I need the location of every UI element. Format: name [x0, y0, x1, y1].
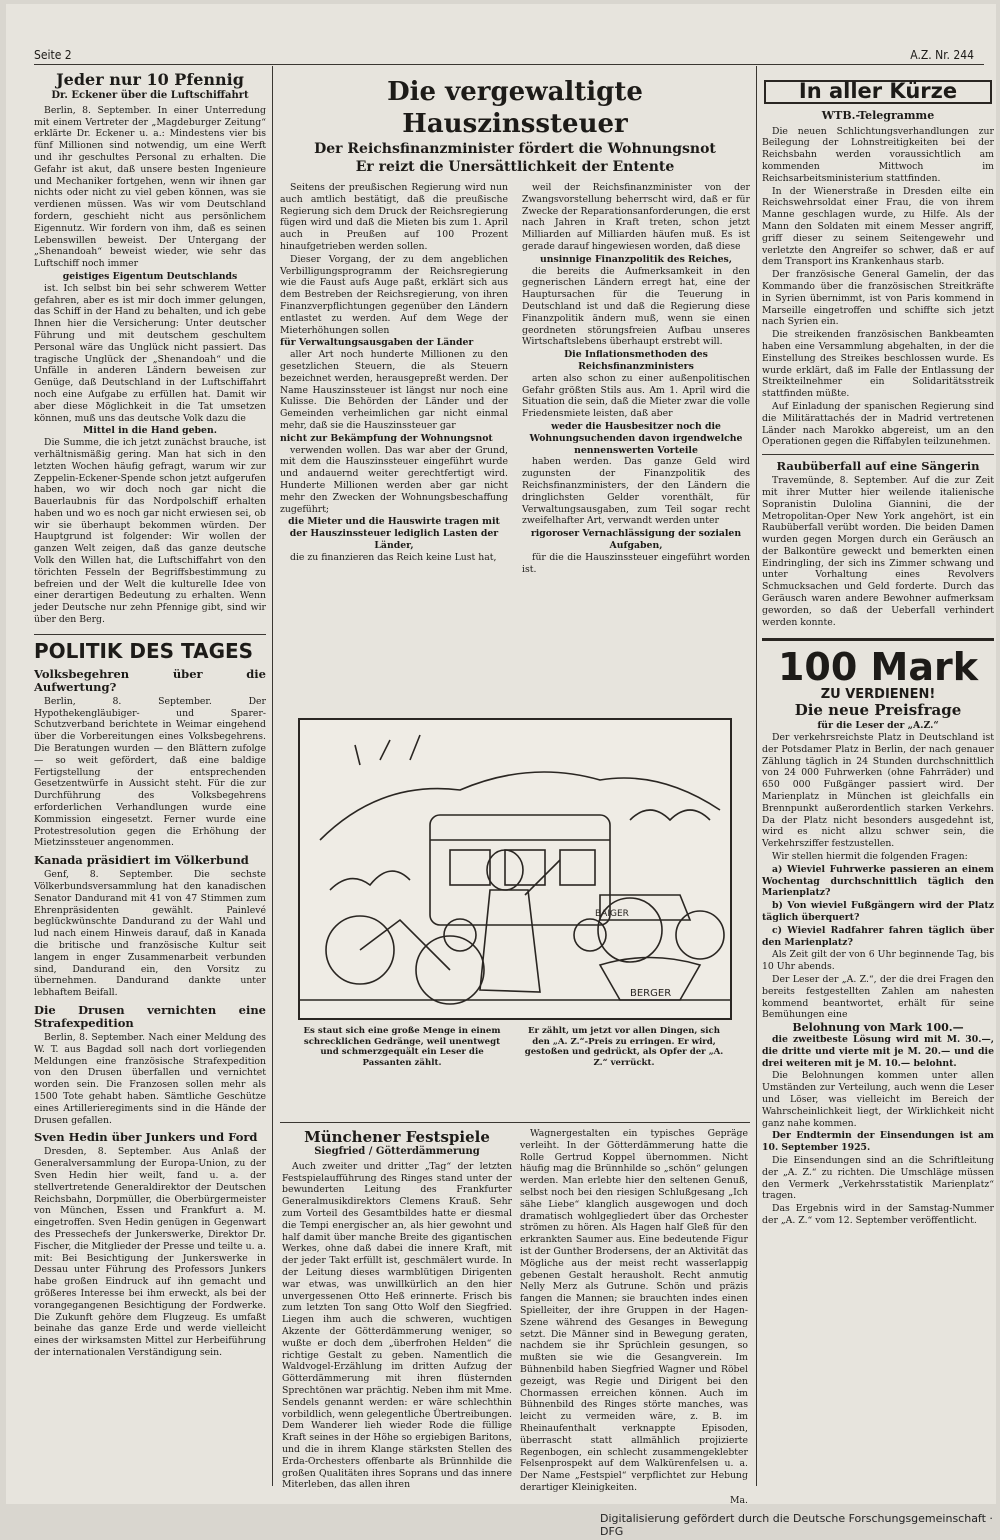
article-text: Berlin, 8. September. Der Hypothekengläubiger- und Sparer-Schutzverband berichtete in Weimar eingehend über die Vorbereitungen eines Volksbegehrens. Die Beratungen wurden — den Blättern zufolge — so weit gefördert, daß eine baldige Fertigstellung der entsprechenden Gesetzentwürfe in Aussicht steht. Für die zur Durchführung des Volksbegehrens erforderlichen Verhandlungen wurde eine Kommission eingesetzt. Ferner wurde eine Protestresolution gegen die Erhöhung der Mietzinssteuer angenommen. [34, 695, 266, 849]
festival-subtitle: Siegfried / Götterdämmerung [314, 1146, 480, 1157]
cartoon-car-sign: BAIGER [595, 909, 629, 919]
telegram-heading: WTB.-Telegramme [821, 108, 935, 122]
brief-text: Auf Einladung der spanischen Regierung sind die Militärattachés der in Madrid vertretenen Länder nach Marokko abgereist, um an den Operationen gegen die Riffabylen teilzunehmen. [762, 400, 994, 448]
page-number: Seite 2 [34, 48, 72, 62]
brief-text: Der französische General Gamelin, der das Kommando über die französischen Streitkräfte in Syrien übernimmt, ist von Paris kommend in Marseille eingetroffen und schiffte sich jetzt nach Syrien ein. [762, 269, 994, 328]
article-emphasis: geistiges Eigentum Deutschlands [62, 270, 238, 282]
column-rule [272, 66, 273, 1486]
article-title: Sven Hedin über Junkers und Ford [34, 1130, 258, 1145]
article-title: Jeder nur 10 Pfennig [56, 70, 244, 89]
main-headline: Die vergewaltigte Hauszinssteuer [387, 77, 643, 139]
article-emphasis: für Verwaltungsausgaben der Länder [280, 337, 474, 349]
contest-text: Der verkehrsreichste Platz in Deutschland ist der Potsdamer Platz in Berlin, der nach genauer Zählung täglich in 24 Stunden durchschnittlich von 24 000 Fuhrwerken (ohne Fahrräder) und 650 000 Fußgänger passiert wird. Der Marienplatz in München ist gleichfalls ein Brennpunkt außerordentlich starken Verkehrs. Da der Platz nicht besonders ausgedehnt ist, wird es nicht allzu schwer sein, die Verkehrsziffer festzustellen. [762, 732, 994, 850]
article-text: Genf, 8. September. Die sechste Völkerbundsversammlung hat den kanadischen Senator Dandurand mit 41 von 47 Stimmen zum Ehrenpräsidenten gewählt. Painlevé beglückwünschte Dandurand zu der Wahl und lud nach einem Hinweis darauf, daß in Kanada die britische und französische Kultur seit langem in enger Zusammenarbeit verbunden sind, Dandurand ein, den Vorsitz zu übernehmen. Dandurand dankte unter lebhaftem Beifall. [34, 869, 266, 999]
column-rule [756, 66, 757, 1486]
right-column [762, 66, 994, 1486]
contest-text: die zweitbeste Lösung wird mit M. 30.—, die dritte und vierte mit je M. 20.— und die drei weiteren mit je M. 10.— belohnt. [762, 1033, 994, 1069]
main-subheadline-2: Er reizt die Unersättlichkeit der Entente [355, 159, 675, 175]
article-text: Berlin, 8. September. In einer Unterredung mit einem Vertreter der „Magdeburger Zeitung“ erklärte Dr. Eckener u. a.: Mindestens vier bis fünf Millionen sind notwendig, um eine Werft und ihr geschultes Personal zu erhalten. Die Gefahr ist akut, daß unsere besten Ingenieure und Mechaniker fortgehen, wenn wir ihnen gar nichts oder nicht zu viel geben können, was sie verdienen müssen. Was wir vom Deutschland fordern, geschieht nicht aus persönlichem Eigennutz. Wir fordern von ihm, daß es seinen Lebenswillen beweist. Der Untergang der „Shenandoah“ beweist wieder, wie sehr das Luftschiff noch immer [34, 104, 266, 270]
article-text: Seitens der preußischen Regierung wird nun auch amtlich bestätigt, daß die preußische Regierung sich dem Druck der Reichsregierung fügen wird und daß die Mieten bis zum 1. April auch in Preußen auf 100 Prozent hinaufgetrieben werden sollen. [280, 182, 508, 252]
contest-prize: Belohnung von Mark 100.— [792, 1021, 964, 1035]
cartoon-drawing [300, 720, 730, 1018]
article-emphasis: Die Inflationsmethoden des Reichsfinanzministers [564, 349, 708, 372]
article-emphasis: nicht zur Bekämpfung der Wohnungsnot [280, 432, 493, 444]
article-text: Auch zweiter und dritter „Tag“ der letzten Festspielaufführung des Ringes stand unter der bewunderten Leitung des Frankfurter Generalmusikdirektors Clemens Krauß. Sehr zum Vorteil des Gesamtbildes hatte er diesmal die Tempi energischer an, als hier gewohnt und half damit über manche Breite des gigantischen Werkes, ohne daß dabei die innere Kraft, mit der jeder Takt erfüllt ist, geschmälert wurde. In der Leitung dieses warmblütigen Dirigenten war etwas, was unwillkürlich an den hier unvergessenen Otto Heß erinnerte. Frisch bis zum letzten Ton sang Otto Wolf den Siegfried. Liegen ihm auch die schweren, wuchtigen Akzente der Götterdämmerung weniger, so wußte er doch dem „überfrohen Helden“ die richtige Gestalt zu geben. Namentlich die Waldvogel-Erzählung im dritten Aufzug der Götterdämmerung mit ihren flüsternden Sprechtönen war prächtig. Neben ihm mit Mme. Sendels genannt werden: er wäre schlechthin vorbildlich, wenn gelegentliche Übertreibungen. Dem Wanderer lieh wieder Rode die füllige Kraft seines in der Höhe so ergiebigen Baritons, und die in ihrem Klange stärksten Stellen des Erda-Orchesters offenbarte als Brünnhilde die großen Qualitäten ihres Soprans und das innere Miterleben, das allen ihren [282, 1160, 512, 1491]
contest-text: Das Ergebnis wird in der Samstag-Nummer der „A. Z.“ vom 12. September veröffentlicht. [762, 1203, 994, 1226]
article-title: Kanada präsidiert im Völkerbund [34, 853, 249, 868]
festival-title: Münchener Festspiele [304, 1128, 490, 1146]
contest-question: a) Wieviel Fuhrwerke passieren an einem Wochentag durchschnittlich täglich den Marienplatz? [762, 863, 994, 899]
contest-text: Wir stellen hiermit die folgenden Fragen: [772, 851, 968, 863]
article-emphasis: rigoroser Vernachlässigung der sozialen Aufgaben, [530, 528, 742, 551]
brief-text: Die neuen Schlichtungsverhandlungen zur Beilegung der Lohnstreitigkeiten bei der Reichsbahn werden voraussichtlich am kommenden Mittwoch im Reichsarbeitsministerium stattfinden. [762, 125, 994, 184]
article-text: arten also schon zu einer außenpolitischen Gefahr größten Stils aus. Am 1. April wird die Situation die sein, daß die Mieter zwar die volle Friedensmiete leisten, daß aber [522, 372, 750, 420]
article-text: Berlin, 8. September. Nach einer Meldung des W. T. aus Bagdad soll nach dort vorliegenden Meldungen eine französische Strafexpedition von den Drusen überfallen und vernichtet worden sein. Die Franzosen sollen mehr als 1500 Tote gehabt haben. Sämtliche Geschütze eines Artillerieregiments sind in die Hände der Drusen gefallen. [34, 1031, 266, 1126]
contest-subtitle: für die Leser der „A.Z.“ [817, 720, 939, 732]
article-text: die bereits die Aufmerksamkeit in den gegnerischen Ländern erregt hat, eine der Hauptursachen für die Teuerung in Deutschland ist und daß die Regierung diese Finanzpolitik ändern muß, wenn sie einen geordneten störungsfreien Aufbau unseres Wirtschaftslebens überhaupt erstrebt will. [522, 265, 750, 348]
article-emphasis: unsinnige Finanzpolitik des Reiches, [539, 253, 733, 265]
article-text: haben werden. Das ganze Geld wird zugunsten der Finanzpolitik des Reichsfinanzministers, der den Ländern die dringlichsten Gelder vorenthält, für Verwaltungsausgaben, zum Teil sogar recht zweifelhafter Art, verwandt werden unter [522, 456, 750, 527]
contest-text: Die Belohnungen kommen unter allen Umständen zur Verteilung, auch wenn die Leser und Löser, was vielleicht im Bereich der Wahrscheinlichkeit liegt, der Wirklichkeit nicht ganz nahe kommen. [762, 1070, 994, 1129]
article-emphasis: weder die Hausbesitzer noch die Wohnungsuchenden davon irgendwelche nennenswerten Vorteile [529, 420, 743, 456]
main-subheadline: Der Reichsfinanzminister fördert die Wohnungsnot [314, 141, 716, 157]
cartoon-captions [298, 1026, 728, 1074]
contest-text: Der Endtermin der Einsendungen ist am 10. September 1925. [762, 1130, 994, 1154]
article-text: Dresden, 8. September. Aus Anlaß der Generalversammlung der Europa-Union, zu der Sven Hedin hier weilt, fand u. a. der stellvertretende Generaldirektor der Deutschen Reichsbahn, Dorpmüller, die Oberbürgermeister von München, Essen und Frankfurt a. M. eingetroffen. Sven Hedin genügen in Gegenwart des Pressechefs der Junkerswerke, Direktor Dr. Fischer, die Mitglieder der Presse und teilte u. a. mit: Bei Besichtigung der Junkerswerke in Dessau unter Führung des Professors Junkers habe großen Eindruck auf ihn gemacht und größeres Interesse bei ihm erweckt, als bei der vorangegangenen Besichtigung der Fordwerke. Die Zukunft gehöre dem Flugzeug. Es umfaßt beinahe das ganze Erde und werde vielleicht eines der wirksamsten Mittel zur Herbeiführung der internationalen Verständigung sein. [34, 1146, 266, 1358]
article-subtitle: Dr. Eckener über die Luftschiffahrt [51, 90, 249, 101]
section-title: POLITIK DES TAGES [34, 638, 254, 663]
contest-text: Als Zeit gilt der von 6 Uhr beginnende Tag, bis 10 Uhr abends. [762, 949, 994, 973]
article-text: Wagnergestalten ein typisches Gepräge verleiht. In der Götterdämmerung hatte die Rolle Gertrud Koppel übernommen. Nicht häufig mag die Brünnhilde so „schön“ gelungen werden. Man erlebte hier den seltenen Genuß, selbst noch bei den riesigen Schlußgesang „Ich sähe Liebe“ klanglich ausgewogen und doch dramatisch wohlgegliedert über das Orchester strömen zu hören. Als Hagen half Gleß für den erkrankten Saumer aus. Eine bedeutende Figur ist der Gunther Brodersens, der an Aktivität das Mögliche aus der meist recht wasserlappig gebenen Gestalt herausholt. Recht anmutig Nelly Merz als Gutrune. Schön und präzis fangen die Mannen; sie brauchten indes einen Spielleiter, der ihre Gruppen in der Hagen-Szene während des Gesanges in Bewegung setzt. Die Männer sind in Bewegung geraten, nachdem sie ihr Sprüchlein gesungen, so mußten sie wie die Gesangverein. Im Bühnenbild haben Siegfried Wagner und Röbel gezeigt, was Regie und Dirigent bei den Chormassen erreichen können. Auch im Bühnenbild des Ringes störte manches, was leicht zu vermeiden wäre, z. B. im Rheinaufenthalt verknappte Episoden, überrascht statt allmählich projizierte Regenbogen, ein schlecht zusammengeklebter Felsenprospekt auf dem Walkürenfelsen u. a. Der Name „Festspiel“ verpflichtet zur Hebung derartiger Kleinigkeiten. [520, 1128, 748, 1493]
article-text: verwenden wollen. Das war aber der Grund, mit dem die Hauszinssteuer eingeführt wurde und andauernd weiter gerechtfertigt wird. Hunderte Millionen werden aber gar nicht mehr den Zwecken der Wohnungsbeschaffung zugeführt; [280, 444, 508, 515]
main-article-col2 [522, 182, 750, 742]
main-article-col1 [280, 182, 508, 742]
digitization-credit: Digitalisierung gefördert durch die Deutsche Forschungsgemeinschaft · DFG [600, 1512, 993, 1538]
article-text: ist. Ich selbst bin bei sehr schwerem Wetter gefahren, aber es ist mir doch immer gelungen, das Schiff in der Hand zu behalten, und ich gebe Ihnen hier die Versicherung: Unter deutscher Führung und mit deutschem geschultem Personal wäre das Unglück nicht passiert. Das tragische Unglück der „Shenandoah“ und die Unfälle in anderen Ländern beweisen zur Genüge, daß Deutschland in der Luftschiffahrt noch eine Aufgabe zu erfüllen hat. Damit wir aber diese Möglichkeit in die Tat umsetzen können, muß uns das deutsche Volk dazu die [34, 282, 266, 424]
article-text: Dieser Vorgang, der zu dem angeblichen Verbilligungsprogramm der Reichsregierung wie die Faust aufs Auge paßt, erklärt sich aus dem Bestreben der Reichsregierung, von ihren Finanzverpflichtungen gegenüber den Ländern entlastet zu werden. Auf dem Wege der Mieterhöhungen sollen [280, 253, 508, 336]
article-text: aller Art noch hunderte Millionen zu den gesetzlichen Steuern, die als Steuern bezeichnet werden, herausgepreßt werden. Der Name Hauszinssteuer ist längst nur noch eine Kulisse. Die Behörden der Länder und der Gemeinden verheimlichen gar nicht einmal mehr, daß sie die Hauszinssteuer gar [280, 349, 508, 431]
cartoon-signature: BERGER [630, 988, 672, 999]
article-text: weil der Reichsfinanzminister von der Zwangsvorstellung beherrscht wird, daß er für Zwecke der Reparationsanforderungen, die erst nach Jahren in Kraft treten, schon jetzt Milliarden auf Milliarden häufen muß. Es ist gerade darauf hingewiesen worden, daß diese [522, 182, 750, 252]
brief-text: In der Wienerstraße in Dresden eilte ein Reichswehrsoldat einer Frau, die von ihrem Manne geschlagen wurde, zu Hilfe. Als der Mann den Soldaten mit einem Messer angriff, griff dieser zu seinem Seitengewehr und verletzte den Angreifer so schwer, daß er auf dem Transport ins Krankenhaus starb. [762, 185, 994, 268]
contest-question: b) Von wieviel Fußgängern wird der Platz täglich überquert? [762, 900, 994, 924]
article-text: Die Summe, die ich jetzt zunächst brauche, ist verhältnismäßig gering. Man hat sich in den letzten Wochen häufig gefragt, warum wir zur Zeppelin-Eckener-Spende schon jetzt aufgerufen haben, wo wir doch noch gar nicht die Bauerlaubnis für das Nordpolschiff erhalten haben und wo es noch gar nicht erwiesen sei, ob wir sie überhaupt bekommen würden. Der Hauptgrund ist folgender: Wir wollen der ganzen Welt zeigen, daß das ganze deutsche Volk den Willen hat, die Luftschiffahrt von den törichten Fesseln der Begriffsbestimmung zu befreien und der Welt die kulturelle Idee von einer derartigen Bedeutung zu erhalten. Wenn jeder Deutsche nur zehn Pfennige gibt, sind wir über den Berg. [34, 437, 266, 626]
article-emphasis: Mittel in die Hand geben. [83, 425, 217, 437]
contest-text: Die Einsendungen sind an die Schriftleitung der „A. Z.“ zu richten. Die Umschläge müssen den Vermerk „Verkehrsstatistik Marienplatz“ tragen. [762, 1154, 994, 1202]
article-text: die zu finanzieren das Reich keine Lust hat, [290, 551, 497, 563]
author-signature: Ma. [729, 1494, 748, 1506]
festival-article-col2 [520, 1128, 748, 1506]
contest-text: Der Leser der „A. Z.“, der die drei Fragen den bereits festgestellten Zahlen am nahesten kommend beantwortet, erhält für seine Bemühungen eine [762, 974, 994, 1021]
header-rule [34, 64, 984, 65]
cartoon-illustration [298, 718, 732, 1020]
contest-title: Die neue Preisfrage [794, 701, 962, 720]
caption-right: Er zählt, um jetzt vor allen Dingen, sich den „A. Z.“-Preis zu erringen. Er wird, gestoßen und gedrückt, als Opfer der „A. Z.“ verrückt. [524, 1026, 724, 1068]
contest-question: c) Wieviel Radfahrer fahren täglich über den Marienplatz? [762, 924, 994, 948]
festival-article-col1 [282, 1128, 512, 1491]
left-column [34, 66, 266, 1486]
section-rule [280, 1122, 750, 1123]
article-emphasis: die Mieter und die Hauswirte tragen mit der Hauszinssteuer lediglich Lasten der Länder, [288, 516, 500, 551]
issue-number: A.Z. Nr. 244 [910, 48, 974, 62]
article-title: Die Drusen vernichten eine Strafexpedition [34, 1002, 266, 1030]
caption-left: Es staut sich eine große Menge in einem schrecklichen Gedränge, weil unentwegt und schmerzgequält ein Leser die Passanten zählt. [303, 1026, 501, 1068]
article-text: für die die Hauszinssteuer eingeführt worden ist. [522, 551, 750, 575]
article-text: Travemünde, 8. September. Auf die zur Zeit mit ihrer Mutter hier weilende italienische Sopranistin Dulolina Giannini, die der Metropolitan-Oper New York angehört, ist ein Raubüberfall verübt worden. Die beiden Damen wurden gegen Morgen durch ein Geräusch an der Balkontüre geweckt und bemerkten einen Eindringling, der sich ins Zimmer schwang und unter Vorhaltung eines Revolvers Schmucksachen und Geld forderte. Durch das Geräusch waren andere Bewohner aufmerksam geworden, so daß der Ueberfall verhindert werden konnte. [762, 475, 994, 628]
article-title: Volksbegehren über die Aufwertung? [34, 666, 266, 694]
prize-amount: 100 Mark [777, 645, 979, 690]
article-title: Raubüberfall auf eine Sängerin [776, 459, 980, 474]
brief-text: Die streikenden französischen Bankbeamten haben eine Versammlung abgehalten, in der die Einstellung des Streikes beschlossen wurde. Es wurde erklärt, daß im Falle der Entlassung der Streikteilnehmer ein Solidaritätsstreik stattfinden müßte. [762, 329, 994, 400]
prize-tagline: ZU VERDIENEN! [820, 687, 936, 703]
news-box-title: In aller Kürze [764, 80, 992, 104]
